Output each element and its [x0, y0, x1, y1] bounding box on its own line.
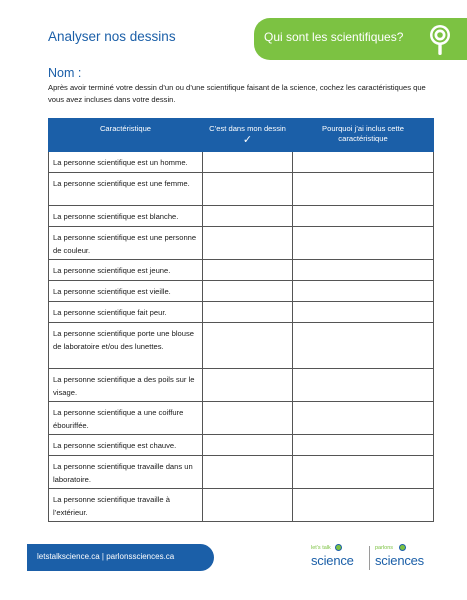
magnifier-icon: [426, 21, 454, 57]
logo-fr-dot-icon: [399, 544, 406, 551]
in-drawing-cell[interactable]: [203, 206, 293, 227]
why-included-cell[interactable]: [293, 302, 434, 323]
logo-en-dot-icon: [335, 544, 342, 551]
header-why-included: Pourquoi j’ai inclus cette caractéristique: [293, 119, 434, 152]
characteristic-cell: La personne scientifique est jeune.: [49, 260, 203, 281]
in-drawing-cell[interactable]: [203, 456, 293, 489]
header-characteristic: Caractéristique: [49, 119, 203, 152]
characteristic-cell: La personne scientifique fait peur.: [49, 302, 203, 323]
characteristic-cell: La personne scientifique est une personne de couleur.: [49, 227, 203, 260]
in-drawing-cell[interactable]: [203, 227, 293, 260]
in-drawing-cell[interactable]: [203, 402, 293, 435]
name-label: Nom :: [48, 66, 82, 80]
table-row: [49, 206, 434, 227]
website-links[interactable]: letstalkscience.ca | parlonssciences.ca: [37, 552, 175, 561]
table-header-row: [49, 119, 434, 152]
why-included-cell[interactable]: [293, 173, 434, 206]
why-included-cell[interactable]: [293, 227, 434, 260]
logo-en-word: science: [311, 553, 354, 568]
in-drawing-cell[interactable]: [203, 369, 293, 402]
table-row: [49, 173, 434, 206]
characteristic-cell: La personne scientifique a une coiffure ébouriffée.: [49, 402, 203, 435]
table-row: [49, 402, 434, 435]
header-in-drawing: [203, 119, 293, 152]
why-included-cell[interactable]: [293, 323, 434, 369]
why-included-cell[interactable]: [293, 456, 434, 489]
why-included-cell[interactable]: [293, 435, 434, 456]
characteristic-cell: La personne scientifique est chauve.: [49, 435, 203, 456]
characteristic-cell: La personne scientifique est un homme.: [49, 152, 203, 173]
characteristic-cell: La personne scientifique porte une blouse de laboratoire et/ou des lunettes.: [49, 323, 203, 369]
characteristic-cell: La personne scientifique est une femme.: [49, 173, 203, 206]
why-included-cell[interactable]: [293, 402, 434, 435]
table-row: [49, 152, 434, 173]
table-row: [49, 323, 434, 369]
table-row: [49, 489, 434, 522]
why-included-cell[interactable]: [293, 369, 434, 402]
characteristic-cell: La personne scientifique a des poils sur le visage.: [49, 369, 203, 402]
why-included-cell[interactable]: [293, 281, 434, 302]
checkmark-icon: ✓: [242, 134, 253, 146]
characteristic-cell: La personne scientifique est vieille.: [49, 281, 203, 302]
in-drawing-cell[interactable]: [203, 489, 293, 522]
characteristic-cell: La personne scientifique travaille à l’extérieur.: [49, 489, 203, 522]
why-included-cell[interactable]: [293, 489, 434, 522]
logo-fr-tagline: parlons: [375, 545, 394, 551]
website-links-pill: [27, 544, 214, 571]
logo-divider: [369, 546, 370, 570]
table-row: [49, 260, 434, 281]
logo-fr-word: sciences: [375, 553, 424, 568]
table-row: [49, 369, 434, 402]
in-drawing-cell[interactable]: [203, 173, 293, 206]
in-drawing-cell[interactable]: [203, 435, 293, 456]
characteristic-cell: La personne scientifique est blanche.: [49, 206, 203, 227]
table-row: [49, 302, 434, 323]
table-row: [49, 227, 434, 260]
characteristics-table: [48, 118, 434, 522]
page-title: Analyser nos dessins: [48, 29, 176, 44]
logo-en-tagline: let’s talk: [311, 545, 331, 551]
in-drawing-cell[interactable]: [203, 323, 293, 369]
header-in-drawing-label: C’est dans mon dessin: [209, 124, 286, 133]
table-row: [49, 281, 434, 302]
header-banner: [254, 18, 467, 60]
banner-title: Qui sont les scientifiques?: [264, 30, 404, 44]
table-row: [49, 456, 434, 489]
in-drawing-cell[interactable]: [203, 281, 293, 302]
characteristic-cell: La personne scientifique travaille dans un laboratoire.: [49, 456, 203, 489]
table-row: [49, 435, 434, 456]
why-included-cell[interactable]: [293, 260, 434, 281]
why-included-cell[interactable]: [293, 152, 434, 173]
in-drawing-cell[interactable]: [203, 260, 293, 281]
instructions-text: Après avoir terminé votre dessin d’un ou d’une scientifique faisant de la science, cochez les caractéristiques que vous avez incluses dans votre dessin.: [48, 83, 426, 104]
in-drawing-cell[interactable]: [203, 302, 293, 323]
in-drawing-cell[interactable]: [203, 152, 293, 173]
why-included-cell[interactable]: [293, 206, 434, 227]
